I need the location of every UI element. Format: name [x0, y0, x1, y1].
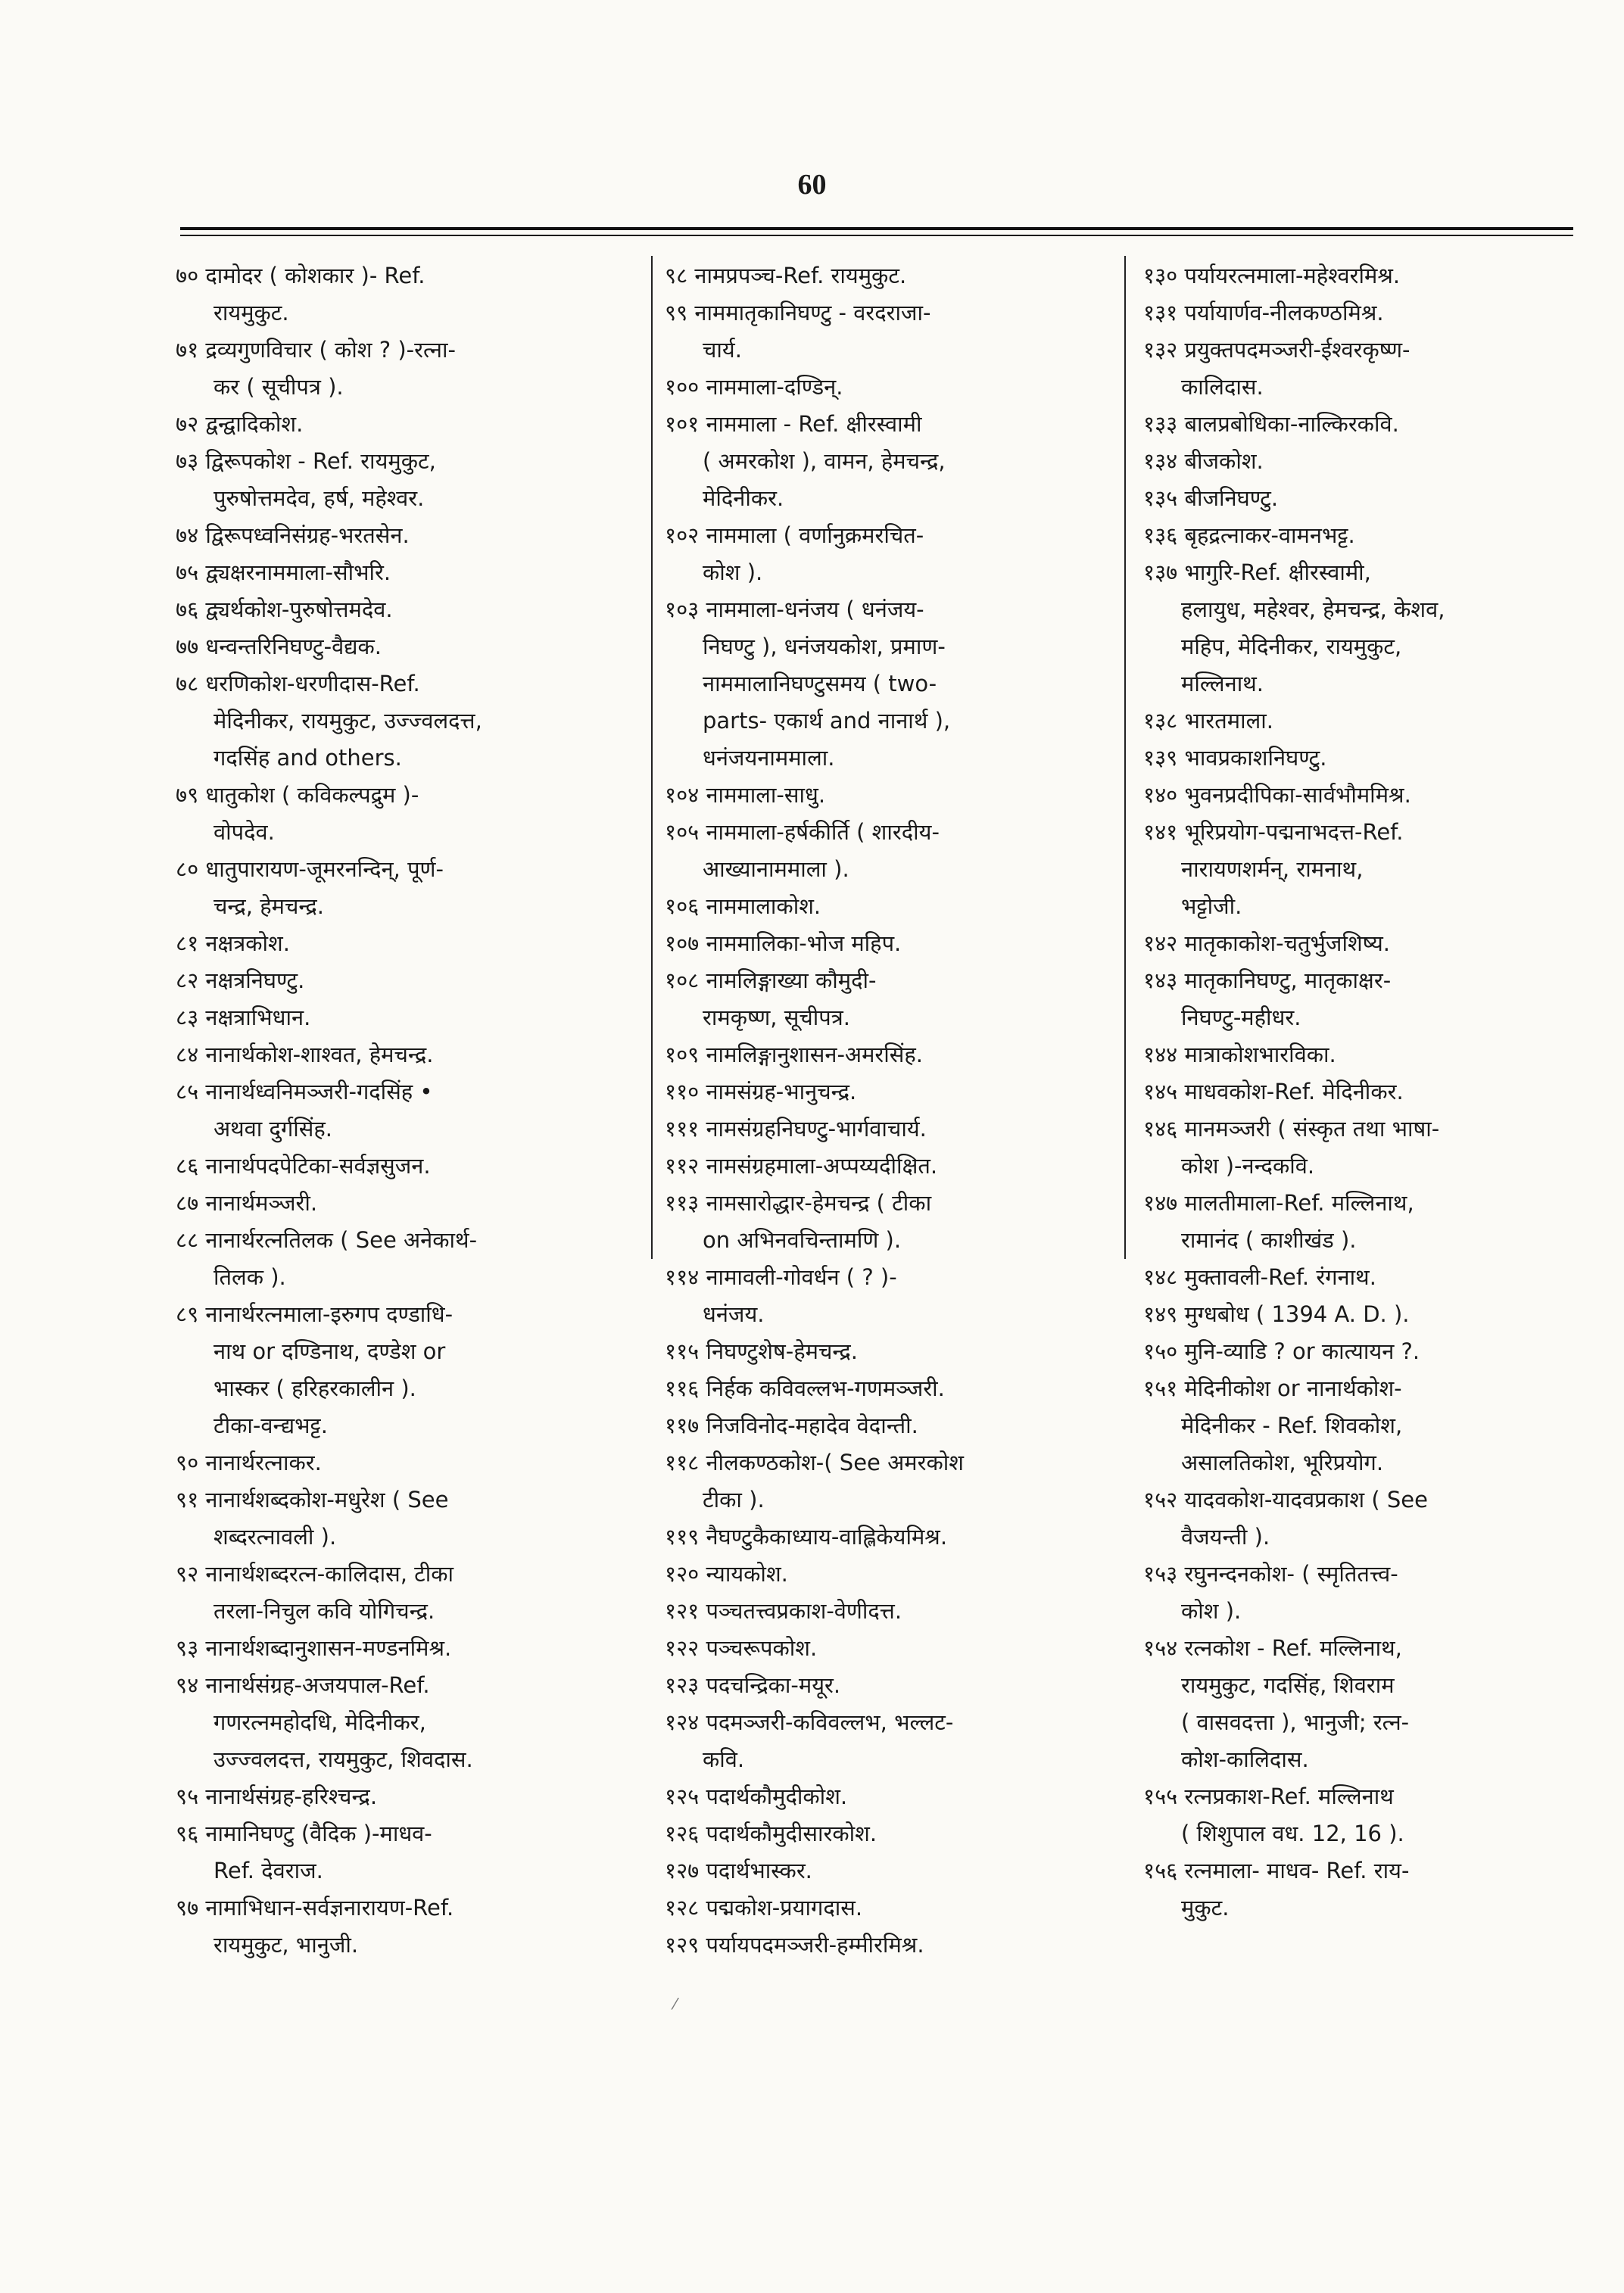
index-entry — [176, 591, 482, 628]
entry-line: १४२ मातृकाकोश-चतुर्भुजशिष्य. — [1143, 930, 1391, 956]
entry-line: १०८ नामलिङ्गाख्या कौमुदी- — [665, 967, 877, 993]
index-entry — [1143, 740, 1445, 777]
entry-line: ८७ नानार्थमञ्जरी. — [176, 1190, 318, 1216]
entry-line: १५५ रत्नप्रकाश-Ref. मल्लिनाथ — [1143, 1784, 1394, 1809]
index-entry — [176, 1036, 482, 1073]
entry-line: ८८ नानार्थरत्नतिलक ( See अनेकार्थ- — [176, 1227, 478, 1253]
entry-continuation: आख्यानाममाला ). — [703, 856, 849, 882]
index-entry — [665, 1704, 964, 1778]
index-entry — [1143, 1073, 1445, 1111]
entry-continuation: कोश-कालिदास. — [1181, 1746, 1309, 1772]
index-entry — [665, 1333, 964, 1370]
entry-line: १४७ मालतीमाला-Ref. मल्लिनाथ, — [1143, 1190, 1414, 1216]
entry-line: १२८ पद्मकोश-प्रयागदास. — [665, 1895, 863, 1921]
entry-continuation: धनंजयनाममाला. — [703, 745, 835, 771]
entry-line: १४४ मात्राकोशभारविका. — [1143, 1042, 1336, 1067]
index-entry — [665, 1890, 964, 1927]
entry-line: ८१ नक्षत्रकोश. — [176, 930, 290, 956]
index-entry — [665, 1593, 964, 1630]
entry-line: १५६ रत्नमाला- माधव- Ref. राय- — [1143, 1858, 1410, 1883]
index-entry — [665, 1815, 964, 1852]
entry-line: १४८ मुक्तावली-Ref. रंगनाथ. — [1143, 1264, 1376, 1290]
entry-line: ९८ नामप्रपञ्च-Ref. रायमुकुट. — [665, 263, 907, 288]
entry-continuation: टीका ). — [703, 1487, 765, 1513]
index-entry — [1143, 925, 1445, 962]
entry-line: ७९ धातुकोश ( कविकल्पद्रुम )- — [176, 782, 419, 808]
entry-line: १०२ नाममाला ( वर्णानुक्रमरचित- — [665, 522, 924, 548]
entry-continuation: भट्टोजी. — [1181, 893, 1242, 919]
index-entry — [665, 369, 964, 406]
entry-line: १०३ नाममाला-धनंजय ( धनंजय- — [665, 597, 924, 622]
index-entry — [1143, 962, 1445, 1036]
entry-line: ७८ धरणिकोश-धरणीदास-Ref. — [176, 671, 420, 696]
entry-line: १३७ भागुरि-Ref. क्षीरस्वामी, — [1143, 559, 1371, 585]
index-entry — [176, 1815, 482, 1890]
index-entry — [176, 665, 482, 777]
entry-continuation: अथवा दुर्गसिंह. — [214, 1116, 332, 1142]
entry-line: ७३ द्विरूपकोश - Ref. रायमुकुट, — [176, 448, 436, 474]
index-entry — [1143, 1036, 1445, 1073]
entry-line: ९२ नानार्थशब्दरत्न-कालिदास, टीका — [176, 1561, 454, 1587]
entry-continuation: कर ( सूचीपत्र ). — [214, 374, 344, 400]
entry-line: ७२ द्वन्द्वादिकोश. — [176, 411, 304, 437]
entry-continuation: गणरत्नमहोदधि, मेदिनीकर, — [214, 1709, 426, 1735]
entry-continuation: असालतिकोश, भूरिप्रयोग. — [1181, 1450, 1384, 1475]
index-entry — [665, 1778, 964, 1815]
entry-line: १४६ मानमञ्जरी ( संस्कृत तथा भाषा- — [1143, 1116, 1440, 1142]
index-entry — [665, 777, 964, 814]
entry-continuation: रायमुकुट. — [214, 300, 289, 326]
entry-line: १४५ माधवकोश-Ref. मेदिनीकर. — [1143, 1079, 1404, 1104]
entry-continuation: ( अमरकोश ), वामन, हेमचन्द्र, — [703, 448, 946, 474]
entry-line: १२६ पदार्थकौमुदीसारकोश. — [665, 1821, 877, 1846]
index-entry — [176, 332, 482, 406]
entry-continuation: वोपदेव. — [214, 819, 275, 845]
index-entry — [176, 443, 482, 517]
index-entry — [665, 1185, 964, 1259]
entry-continuation: नारायणशर्मन्, रामनाथ, — [1181, 856, 1364, 882]
index-entry — [1143, 443, 1445, 480]
entry-continuation: कोश ). — [1181, 1598, 1242, 1624]
entry-line: ९० नानार्थरत्नाकर. — [176, 1450, 322, 1475]
index-entry — [665, 1073, 964, 1111]
index-entry — [665, 1259, 964, 1333]
entry-line: ११८ नीलकण्ठकोश-( See अमरकोश — [665, 1450, 964, 1475]
entry-continuation: टीका-वन्द्यभट्ट. — [214, 1413, 328, 1438]
entry-line: १५२ यादवकोश-यादवप्रकाश ( See — [1143, 1487, 1428, 1513]
entry-continuation: on अभिनवचिन्तामणि ). — [703, 1227, 902, 1253]
entry-continuation: धनंजय. — [703, 1301, 765, 1327]
entry-continuation: रामकृष्ण, सूचीपत्र. — [703, 1005, 850, 1030]
entry-line: १११ नामसंग्रहनिघण्टु-भार्गवाचार्य. — [665, 1116, 927, 1142]
index-entry — [1143, 1481, 1445, 1556]
entry-continuation: उज्ज्वलदत्त, रायमुकुट, शिवदास. — [214, 1746, 473, 1772]
index-entry — [176, 1073, 482, 1148]
entry-line: ९५ नानार्थसंग्रह-हरिश्चन्द्र. — [176, 1784, 378, 1809]
stray-mark: ⁄ — [674, 1995, 677, 2013]
entry-continuation: कालिदास. — [1181, 374, 1264, 400]
entry-line: १३९ भावप्रकाशनिघण्टु. — [1143, 745, 1327, 771]
index-entry — [665, 962, 964, 1036]
entry-line: ७५ द्व्यक्षरनाममाला-सौभरि. — [176, 559, 391, 585]
entry-line: १५३ रघुनन्दनकोश- ( स्मृतितत्त्व- — [1143, 1561, 1398, 1587]
entry-line: ८५ नानार्थध्वनिमञ्जरी-गदसिंह • — [176, 1079, 433, 1104]
index-entry — [665, 1407, 964, 1444]
index-entry — [176, 517, 482, 554]
entry-line: ११३ नामसारोद्धार-हेमचन्द्र ( टीका — [665, 1190, 932, 1216]
index-entry — [176, 1148, 482, 1185]
entry-continuation: चन्द्र, हेमचन्द्र. — [214, 893, 324, 919]
entry-continuation: चार्य. — [703, 337, 742, 363]
entry-line: १३६ बृहद्रत्नाकर-वामनभट्ट. — [1143, 522, 1355, 548]
entry-line: १४३ मातृकानिघण्टु, मातृकाक्षर- — [1143, 967, 1392, 993]
entry-continuation: नाममालानिघण्टुसमय ( two- — [703, 671, 937, 696]
index-entry — [665, 925, 964, 962]
entry-continuation: Ref. देवराज. — [214, 1858, 323, 1883]
entry-continuation: गदसिंह and others. — [214, 745, 402, 771]
entry-continuation: नाथ or दण्डिनाथ, दण्डेश or — [214, 1338, 446, 1364]
index-entry — [665, 888, 964, 925]
index-entry — [665, 591, 964, 777]
index-entry — [176, 999, 482, 1036]
entry-continuation: शब्दरत्नावली ). — [214, 1524, 337, 1550]
index-entry — [176, 1556, 482, 1630]
entry-line: ११४ नामावली-गोवर्धन ( ? )- — [665, 1264, 897, 1290]
entry-line: ११६ निर्हक कविवल्लभ-गणमञ्जरी. — [665, 1375, 945, 1401]
entry-line: ८० धातुपारायण-जूमरनन्दिन्, पूर्ण- — [176, 856, 444, 882]
index-entry — [176, 1222, 482, 1296]
entry-line: ८६ नानार्थपदपेटिका-सर्वज्ञसुजन. — [176, 1153, 431, 1179]
index-entry — [1143, 294, 1445, 332]
entry-line: १०७ नाममालिका-भोज महिप. — [665, 930, 902, 956]
entry-line: ७० दामोदर ( कोशकार )- Ref. — [176, 263, 425, 288]
index-entry — [665, 1556, 964, 1593]
entry-continuation: कोश )-नन्दकवि. — [1181, 1153, 1315, 1179]
entry-continuation: ( वासवदत्ता ), भानुजी; रत्न- — [1181, 1709, 1410, 1735]
index-entry — [665, 294, 964, 369]
index-entry — [176, 925, 482, 962]
entry-continuation: कोश ). — [703, 559, 763, 585]
entry-line: ९६ नामानिघण्टु (वैदिक )-माधव- — [176, 1821, 432, 1846]
column-left — [176, 257, 482, 1964]
entry-line: १३० पर्यायरत्नमाला-महेश्वरमिश्र. — [1143, 263, 1401, 288]
index-entry — [665, 1519, 964, 1556]
entry-line: १४० भुवनप्रदीपिका-सार्वभौममिश्र. — [1143, 782, 1411, 808]
entry-line: ९७ नामाभिधान-सर्वज्ञनारायण-Ref. — [176, 1895, 454, 1921]
entry-line: ११२ नामसंग्रहमाला-अप्पय्यदीक्षित. — [665, 1153, 938, 1179]
entry-continuation: रायमुकुट, भानुजी. — [214, 1932, 359, 1958]
header-rule — [180, 227, 1573, 230]
entry-continuation: महिप, मेदिनीकर, रायमुकुट, — [1181, 634, 1402, 659]
entry-line: १२७ पदार्थभास्कर. — [665, 1858, 812, 1883]
entry-continuation: भास्कर ( हरिहरकालीन ). — [214, 1375, 416, 1401]
entry-continuation: कवि. — [703, 1746, 745, 1772]
entry-continuation: मुकुट. — [1181, 1895, 1230, 1921]
entry-line: १०५ नाममाला-हर्षकीर्ति ( शारदीय- — [665, 819, 940, 845]
entry-line: ८२ नक्षत्रनिघण्टु. — [176, 967, 305, 993]
entry-continuation: रामानंद ( काशीखंड ). — [1181, 1227, 1357, 1253]
entry-line: १२५ पदार्थकौमुदीकोश. — [665, 1784, 848, 1809]
entry-continuation: मेदिनीकर - Ref. शिवकोश, — [1181, 1413, 1403, 1438]
index-entry — [176, 1667, 482, 1778]
entry-line: १३१ पर्यायार्णव-नीलकण्ठमिश्र. — [1143, 300, 1384, 326]
entry-line: १०९ नामलिङ्गानुशासन-अमरसिंह. — [665, 1042, 924, 1067]
entry-continuation: ( शिशुपाल वध. 12, 16 ). — [1181, 1821, 1404, 1846]
index-entry — [665, 1927, 964, 1964]
index-entry — [1143, 1333, 1445, 1370]
index-entry — [1143, 1556, 1445, 1630]
entry-line: ७४ द्विरूपध्वनिसंग्रह-भरतसेन. — [176, 522, 410, 548]
index-entry — [1143, 1296, 1445, 1333]
entry-line: ११० नामसंग्रह-भानुचन्द्र. — [665, 1079, 857, 1104]
entry-continuation: मेदिनीकर. — [703, 485, 784, 511]
index-entry — [665, 1852, 964, 1890]
index-entry — [665, 1667, 964, 1704]
index-entry — [176, 406, 482, 443]
entry-line: १५४ रत्नकोश - Ref. मल्लिनाथ, — [1143, 1635, 1402, 1661]
index-entry — [176, 257, 482, 332]
index-entry — [176, 554, 482, 591]
index-entry — [1143, 1778, 1445, 1852]
entry-line: १०४ नाममाला-साधु. — [665, 782, 826, 808]
entry-continuation: निघण्टु ), धनंजयकोश, प्रमाण- — [703, 634, 946, 659]
entry-line: १०१ नाममाला - Ref. क्षीरस्वामी — [665, 411, 922, 437]
entry-line: १३८ भारतमाला. — [1143, 708, 1273, 734]
entry-continuation: रायमुकुट, गदसिंह, शिवराम — [1181, 1672, 1395, 1698]
index-entry — [176, 777, 482, 851]
entry-line: ११९ नैघण्टुकैकाध्याय-वाह्लिकेयमिश्र. — [665, 1524, 948, 1550]
index-entry — [1143, 1370, 1445, 1481]
entry-line: १२२ पञ्चरूपकोश. — [665, 1635, 818, 1661]
index-entry — [176, 1778, 482, 1815]
entry-line: १३३ बालप्रबोधिका-नाल्किरकवि. — [1143, 411, 1399, 437]
index-entry — [1143, 1111, 1445, 1185]
entry-line: ८९ नानार्थरत्नमाला-इरुगप दण्डाधि- — [176, 1301, 454, 1327]
entry-line: ८४ नानार्थकोश-शाश्वत, हेमचन्द्र. — [176, 1042, 434, 1067]
column-divider — [1124, 256, 1126, 1259]
column-divider — [651, 256, 653, 1259]
entry-continuation: मल्लिनाथ. — [1181, 671, 1264, 696]
entry-line: १२१ पञ्चतत्त्वप्रकाश-वेणीदत्त. — [665, 1598, 902, 1624]
index-entry — [1143, 703, 1445, 740]
entry-line: ९३ नानार्थशब्दानुशासन-मण्डनमिश्र. — [176, 1635, 452, 1661]
index-entry — [1143, 480, 1445, 517]
index-entry — [665, 1444, 964, 1519]
entry-continuation: निघण्टु-महीधर. — [1181, 1005, 1301, 1030]
index-entry — [1143, 406, 1445, 443]
entry-continuation: तिलक ). — [214, 1264, 286, 1290]
entry-line: ९१ नानार्थशब्दकोश-मधुरेश ( See — [176, 1487, 449, 1513]
entry-line: ९४ नानार्थसंग्रह-अजयपाल-Ref. — [176, 1672, 430, 1698]
index-entry — [176, 1630, 482, 1667]
entry-line: ११५ निघण्टुशेष-हेमचन्द्र. — [665, 1338, 858, 1364]
entry-line: १४१ भूरिप्रयोग-पद्मनाभदत्त-Ref. — [1143, 819, 1404, 845]
column-middle — [665, 257, 964, 1964]
header-rule-thin — [180, 235, 1573, 236]
index-entry — [665, 1036, 964, 1073]
entry-continuation: वैजयन्ती ). — [1181, 1524, 1270, 1550]
entry-line: १०० नाममाला-दण्डिन्. — [665, 374, 843, 400]
entry-line: १२३ पदचन्द्रिका-मयूर. — [665, 1672, 841, 1698]
index-entry — [1143, 1185, 1445, 1259]
index-entry — [176, 851, 482, 925]
entry-line: १३४ बीजकोश. — [1143, 448, 1264, 474]
entry-line: १२९ पर्यायपदमञ्जरी-हम्मीरमिश्र. — [665, 1932, 924, 1958]
index-entry — [1143, 332, 1445, 406]
entry-line: १२० न्यायकोश. — [665, 1561, 788, 1587]
entry-line: ७७ धन्वन्तरिनिघण्टु-वैद्यक. — [176, 634, 382, 659]
entry-continuation: parts- एकार्थ and नानार्थ ), — [703, 708, 951, 734]
entry-continuation: पुरुषोत्तमदेव, हर्ष, महेश्वर. — [214, 485, 425, 511]
index-entry — [665, 406, 964, 517]
entry-line: ७१ द्रव्यगुणविचार ( कोश ? )-रत्ना- — [176, 337, 456, 363]
entry-line: १३५ बीजनिघण्टु. — [1143, 485, 1279, 511]
index-entry — [1143, 257, 1445, 294]
index-entry — [176, 1481, 482, 1556]
index-entry — [176, 1444, 482, 1481]
index-entry — [665, 1630, 964, 1667]
entry-line: १०६ नाममालाकोश. — [665, 893, 821, 919]
index-entry — [176, 962, 482, 999]
index-entry — [1143, 1259, 1445, 1296]
index-entry — [176, 1185, 482, 1222]
index-entry — [1143, 814, 1445, 925]
entry-line: १५१ मेदिनीकोश or नानार्थकोश- — [1143, 1375, 1402, 1401]
index-entry — [176, 628, 482, 665]
index-entry — [1143, 554, 1445, 703]
index-entry — [1143, 777, 1445, 814]
index-entry — [665, 1370, 964, 1407]
entry-line: ८३ नक्षत्राभिधान. — [176, 1005, 311, 1030]
entry-continuation: हलायुध, महेश्वर, हेमचन्द्र, केशव, — [1181, 597, 1445, 622]
index-entry — [1143, 517, 1445, 554]
index-entry — [665, 1148, 964, 1185]
entry-line: १४९ मुग्धबोध ( 1394 A. D. ). — [1143, 1301, 1410, 1327]
index-entry — [1143, 1630, 1445, 1778]
index-entry — [1143, 1852, 1445, 1927]
index-entry — [176, 1890, 482, 1964]
entry-line: ७६ द्व्यर्थकोश-पुरुषोत्तमदेव. — [176, 597, 393, 622]
index-entry — [665, 1111, 964, 1148]
entry-line: १२४ पदमञ्जरी-कविवल्लभ, भल्लट- — [665, 1709, 954, 1735]
entry-line: १३२ प्रयुक्तपदमञ्जरी-ईश्वरकृष्ण- — [1143, 337, 1410, 363]
index-entry — [176, 1296, 482, 1444]
entry-continuation: तरला-निचुल कवि योगिचन्द्र. — [214, 1598, 435, 1624]
page-number: 60 — [797, 169, 827, 201]
index-entry — [665, 257, 964, 294]
index-entry — [665, 517, 964, 591]
column-right — [1143, 257, 1445, 1927]
index-entry — [665, 814, 964, 888]
entry-line: १५० मुनि-व्याडि ? or कात्यायन ?. — [1143, 1338, 1420, 1364]
entry-continuation: मेदिनीकर, रायमुकुट, उज्ज्वलदत्त, — [214, 708, 482, 734]
entry-line: ९९ नाममातृकानिघण्टु - वरदराजा- — [665, 300, 931, 326]
entry-line: ११७ निजविनोद-महादेव वेदान्ती. — [665, 1413, 918, 1438]
